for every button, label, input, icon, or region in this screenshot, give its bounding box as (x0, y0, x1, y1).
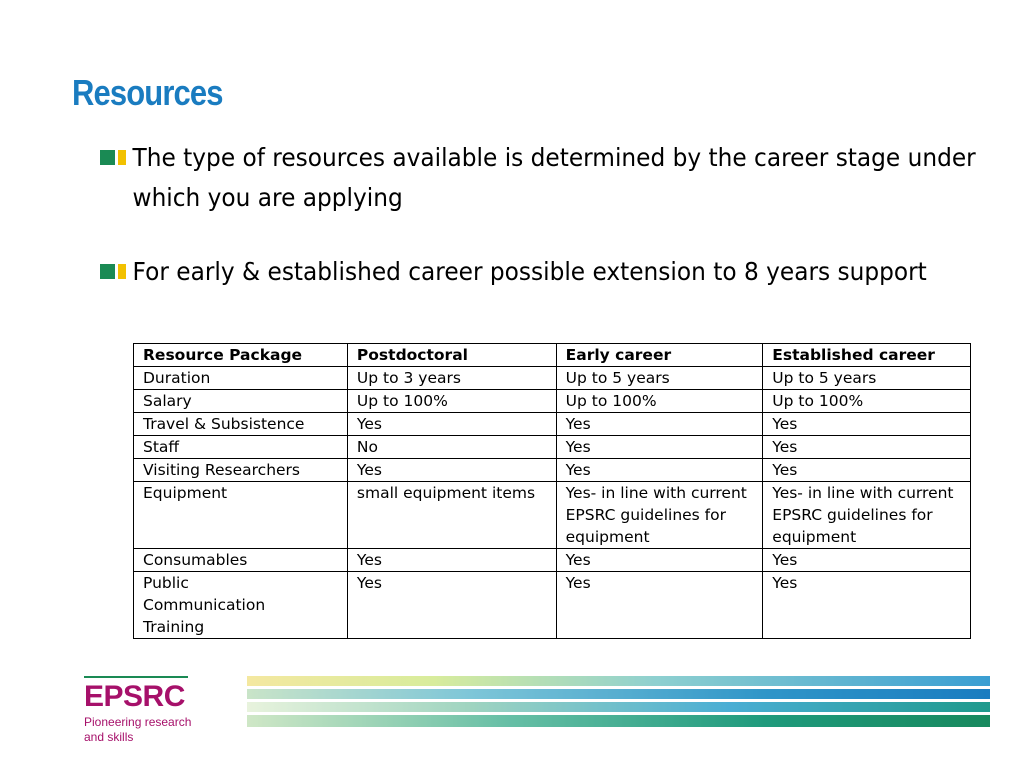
table-cell: Yes (763, 549, 971, 572)
stripe (247, 689, 990, 699)
table-cell: Yes (347, 549, 556, 572)
table-cell: Up to 3 years (347, 367, 556, 390)
table-cell: Yes (763, 413, 971, 436)
table-cell: small equipment items (347, 482, 556, 549)
header-resource-package: Resource Package (134, 344, 348, 367)
table-cell: Staff (134, 436, 348, 459)
header-established-career: Established career (763, 344, 971, 367)
table-row (134, 549, 971, 572)
bullet-text: For early & established career possible extension to 8 years support (132, 257, 927, 286)
table-row (134, 413, 971, 436)
table-cell: Yes (556, 459, 763, 482)
bullet-item-1 (100, 138, 976, 218)
table-cell: Yes (763, 572, 971, 639)
table-cell: Up to 100% (556, 390, 763, 413)
table-cell: Yes (763, 459, 971, 482)
table-cell: Salary (134, 390, 348, 413)
table-cell: Yes (556, 549, 763, 572)
table-cell: Equipment (134, 482, 348, 549)
logo-name: EPSRC (84, 680, 185, 713)
table-row (134, 390, 971, 413)
table-row (134, 572, 971, 639)
table-cell: Visiting Researchers (134, 459, 348, 482)
logo-tagline-line1: Pioneering research (84, 715, 192, 729)
stripe (247, 715, 990, 727)
table-row (134, 459, 971, 482)
table-cell: Yes- in line with current EPSRC guidelines for equipment (556, 482, 763, 549)
table-cell: Up to 100% (763, 390, 971, 413)
table-row (134, 482, 971, 549)
table-cell: Yes (347, 572, 556, 639)
epsrc-logo (84, 676, 204, 745)
table-header-row (134, 344, 971, 367)
resources-table (133, 343, 971, 639)
logo-rule (84, 676, 188, 678)
table-cell: Duration (134, 367, 348, 390)
table-cell: Up to 5 years (763, 367, 971, 390)
stripe (247, 676, 990, 686)
table-cell: Yes- in line with current EPSRC guidelines for equipment (763, 482, 971, 549)
table-cell: Yes (347, 413, 556, 436)
decorative-stripes (247, 676, 990, 738)
table-cell: Yes (556, 413, 763, 436)
table-cell: Up to 100% (347, 390, 556, 413)
bullet-item-2 (100, 252, 970, 292)
stripe (247, 702, 990, 712)
table-cell: Consumables (134, 549, 348, 572)
table-cell: Up to 5 years (556, 367, 763, 390)
bullet-text: The type of resources available is determined by the career stage under which you are applying (132, 143, 976, 212)
table-cell: Yes (556, 436, 763, 459)
header-early-career: Early career (556, 344, 763, 367)
table-cell: Yes (556, 572, 763, 639)
slide-title: Resources (72, 72, 223, 113)
logo-tagline-line2: and skills (84, 730, 134, 744)
header-postdoctoral: Postdoctoral (347, 344, 556, 367)
table-cell: Yes (347, 459, 556, 482)
table-cell: Travel & Subsistence (134, 413, 348, 436)
table-row (134, 436, 971, 459)
table-cell: No (347, 436, 556, 459)
table-cell: Yes (763, 436, 971, 459)
table-cell: Public Communication Training (134, 572, 348, 639)
table-row (134, 367, 971, 390)
